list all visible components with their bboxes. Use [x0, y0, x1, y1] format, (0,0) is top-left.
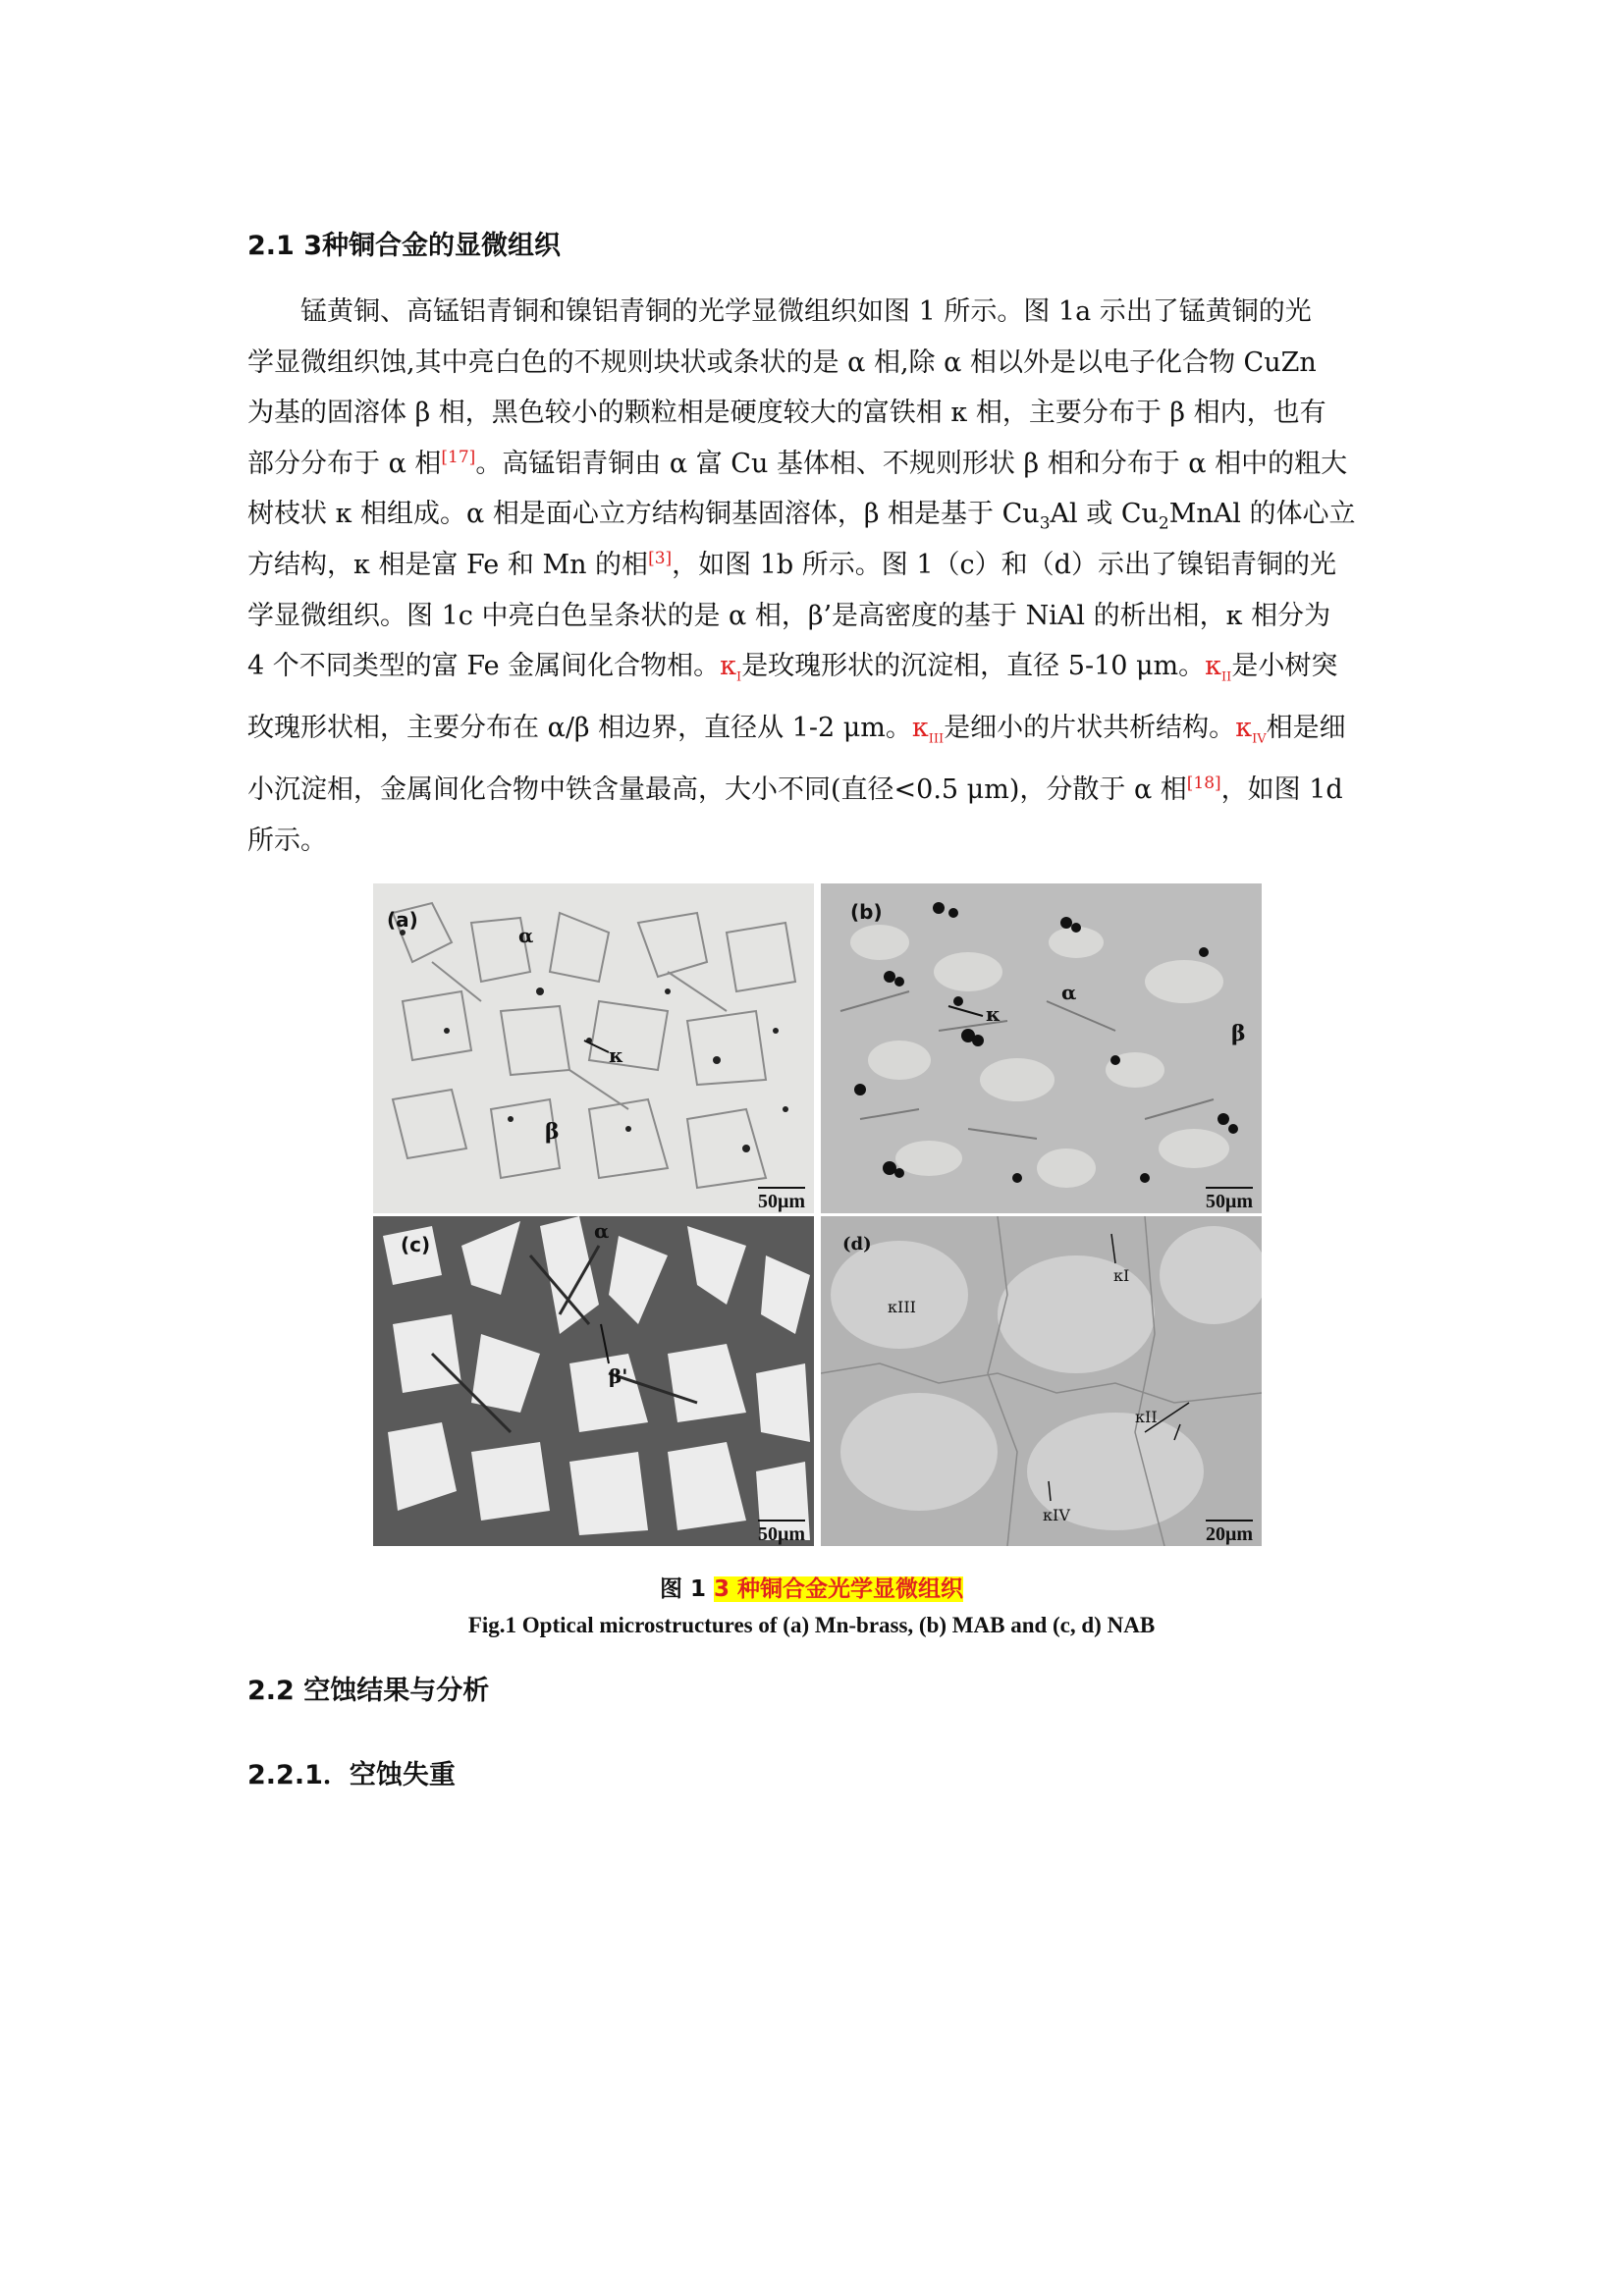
- text-fragment: ，如图 1d: [1220, 774, 1343, 806]
- scale-bar-label: 20μm: [1206, 1523, 1253, 1545]
- citation-ref-18[interactable]: [18]: [1186, 774, 1221, 794]
- text-line: 学显微组织蚀,其中亮白色的不规则块状或条状的是 α 相,除 α 相以外是以电子化合物 CuZn: [247, 347, 1317, 378]
- text-fragment: 小沉淀相，金属间化合物中铁含量最高，大小不同(直径<0.5 μm)，分散于 α 相: [247, 774, 1187, 806]
- text-fragment: MnAl 的体心立: [1168, 499, 1356, 530]
- text-line: [247, 489, 1386, 540]
- figure-caption-chinese: [0, 1571, 1623, 1603]
- figure-1-micrographs: [373, 883, 1262, 1546]
- phase-label-beta: β: [545, 1119, 560, 1145]
- text-line: [247, 439, 1386, 490]
- text-fragment: 是玫瑰形状的沉淀相，直径 5-10 μm。: [741, 651, 1206, 682]
- text-fragment: 是小树突: [1231, 651, 1338, 682]
- text-fragment: 是细小的片状共析结构。: [944, 713, 1236, 744]
- kappa-iv-symbol: $\kappa_{IV}$: [1235, 713, 1267, 747]
- caption-highlighted-text: 3 种铜合金光学显微组织: [714, 1576, 964, 1602]
- panel-label: (d): [842, 1234, 872, 1255]
- section-heading-2-2: 2.2 空蚀结果与分析: [247, 1676, 490, 1706]
- panel-label: (c): [401, 1233, 431, 1256]
- kappa-ii-symbol: $\kappa_{II}$: [1205, 651, 1232, 685]
- phase-label-kappa: κ: [609, 1043, 623, 1067]
- micrograph-panel-d: [821, 1216, 1262, 1546]
- text-fragment: 树枝状 κ 相组成。α 相是面心立方结构铜基固溶体，β 相是基于 Cu: [247, 499, 1040, 530]
- scale-bar-label: 50μm: [1206, 1191, 1253, 1212]
- kappa-i-symbol: $\kappa_I$: [720, 651, 742, 685]
- citation-ref-17[interactable]: [17]: [441, 447, 476, 467]
- phase-label-alpha: α: [594, 1219, 610, 1243]
- kappa-iii-symbol: $\kappa_{III}$: [911, 713, 945, 747]
- scale-bar-label: 50μm: [758, 1191, 805, 1212]
- figure-caption-english: Fig.1 Optical microstructures of (a) Mn-brass, (b) MAB and (c, d) NAB: [467, 1613, 1156, 1637]
- text-line: [247, 540, 1386, 591]
- subscript: 3: [1039, 513, 1051, 534]
- text-fragment: 相是细: [1266, 713, 1346, 744]
- phase-label-alpha: α: [518, 924, 534, 947]
- text-line: [247, 703, 1386, 765]
- phase-label-kappa-iii: κIII: [888, 1298, 916, 1316]
- scale-bar-label: 50μm: [758, 1523, 805, 1545]
- micrograph-panel-c: [373, 1216, 814, 1546]
- panel-label: (b): [850, 900, 883, 924]
- section-heading-2-2-1: 2.2.1．空蚀失重: [247, 1760, 456, 1790]
- citation-ref-3[interactable]: [3]: [648, 548, 673, 568]
- phase-label-kappa-ii: κII: [1135, 1408, 1158, 1426]
- section-heading-2-1: 2.1 3种铜合金的显微组织: [247, 231, 562, 261]
- micrograph-panel-b: [821, 883, 1262, 1213]
- text-line: [247, 765, 1386, 816]
- phase-label-kappa-iv: κIV: [1043, 1506, 1070, 1524]
- text-fragment: 4 个不同类型的富 Fe 金属间化合物相。: [247, 651, 721, 682]
- text-line-last: 所示。: [247, 825, 327, 856]
- text-fragment: 。高锰铝青铜由 α 富 Cu 基体相、不规则形状 β 相和分布于 α 相中的粗大: [475, 448, 1348, 479]
- text-line: 学显微组织。图 1c 中亮白色呈条状的是 α 相，β’是高密度的基于 NiAl 的析出相，κ 相分为: [247, 600, 1331, 631]
- caption-prefix: 图 1: [659, 1576, 714, 1602]
- panel-label: (a): [387, 908, 418, 932]
- micrograph-panel-a: [373, 883, 814, 1213]
- text-line: [247, 641, 1386, 703]
- phase-label-beta-prime: β': [609, 1364, 628, 1388]
- text-fragment: 方结构，κ 相是富 Fe 和 Mn 的相: [247, 549, 649, 580]
- text-fragment: Al 或 Cu: [1050, 499, 1159, 530]
- text-line: 锰黄铜、高锰铝青铜和镍铝青铜的光学显微组织如图 1 所示。图 1a 示出了锰黄铜的光: [300, 296, 1312, 327]
- paragraph-microstructure: [247, 287, 1386, 866]
- subscript: 2: [1158, 513, 1169, 534]
- phase-label-kappa: κ: [986, 1002, 1001, 1026]
- text-fragment: 部分分布于 α 相: [247, 448, 442, 479]
- text-fragment: ，如图 1b 所示。图 1（c）和（d）示出了镍铝青铜的光: [672, 549, 1336, 580]
- phase-label-beta: β: [1231, 1021, 1246, 1046]
- phase-label-kappa-i: κI: [1113, 1266, 1130, 1285]
- text-fragment: 玫瑰形状相，主要分布在 α/β 相边界，直径从 1-2 μm。: [247, 713, 912, 744]
- phase-label-alpha: α: [1061, 981, 1077, 1004]
- text-line: 为基的固溶体 β 相，黑色较小的颗粒相是硬度较大的富铁相 κ 相，主要分布于 β 相内，也有: [247, 398, 1326, 429]
